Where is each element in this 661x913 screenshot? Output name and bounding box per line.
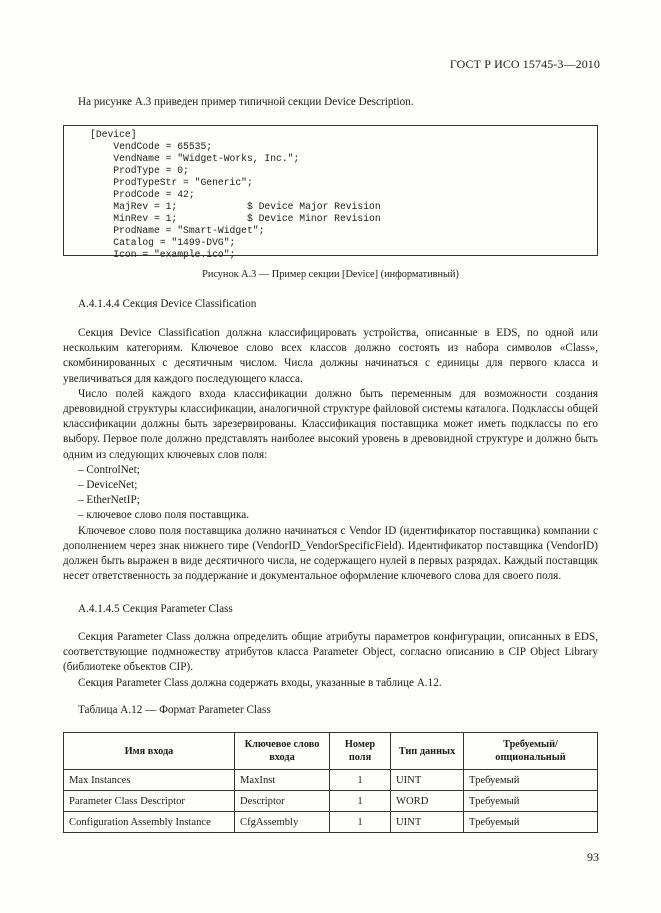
code-line: VendName = "Widget-Works, Inc.";: [90, 153, 300, 164]
code-listing: [63, 125, 598, 260]
page-number: 93: [587, 850, 599, 864]
table-cell: CfgAssembly: [235, 812, 330, 833]
table-cell: Требуемый: [464, 770, 598, 791]
code-line: ProdTypeStr = "Generic";: [90, 177, 253, 188]
code-line: ProdName = "Smart-Widget";: [90, 225, 265, 236]
table-row: [64, 770, 598, 791]
table-cell: 1: [330, 812, 391, 833]
list-item: – EtherNetIP;: [78, 494, 140, 507]
table-row: [64, 812, 598, 833]
section-body-device-classification: [63, 326, 598, 584]
code-line: MinRev = 1; $ Device Minor Revision: [90, 213, 381, 224]
paragraph: Число полей каждого входа классификации должно быть переменным для возможности создания древовидной структуры классификации, аналогичной структуре файловой системы каталога. Подклассы общей классификации должны быть зарезервированы. Классификация поставщика может иметь подклассы по его выбору. Первое поле должно представлять наиболее высокий уровень в древовидной структуре и должно быть одним из следующих ключевых слов поля:: [63, 387, 598, 461]
table-cell: MaxInst: [235, 770, 330, 791]
paragraph: Ключевое слово поля поставщика должно начинаться с Vendor ID (идентификатор поставщика) компании с дополнением через знак нижнего тире (VendorID_VendorSpecificField). Идентификатор поставщика (VendorID) должен быть выражен в виде десятичного числа, не содержащего нулей в первых разрядах. Каждый поставщик несет ответственность за поддержание и документальное оформление ключевого слова для своего поля.: [63, 524, 598, 583]
column-header: Требуемый/ опциональный: [464, 733, 598, 770]
table-cell: Требуемый: [464, 812, 598, 833]
table-cell: UINT: [391, 770, 464, 791]
table-cell: 1: [330, 791, 391, 812]
table-cell: Parameter Class Descriptor: [64, 791, 235, 812]
table-cell: UINT: [391, 812, 464, 833]
table-cell: 1: [330, 770, 391, 791]
table-cell: Требуемый: [464, 791, 598, 812]
paragraph: Секция Device Classification должна классифицировать устройства, описанные в EDS, по одной или нескольким категориям. Ключевое слово всех классов должно состоять из набора символов «Class», скомбинированных с десятичным числом. Числа должны начинаться с единицы для первого класса и увеличиваться для каждого последующего класса.: [63, 327, 598, 385]
column-header: Номер поля: [330, 733, 391, 770]
paragraph: Секция Parameter Class должна определить общие атрибуты параметров конфигурации, описанных в EDS, соответствующие подмножеству атрибутов класса Parameter Object, согласно описанию в CIP Object Library (библиотеке объектов CIP).: [63, 631, 598, 674]
figure-caption: Рисунок А.3 — Пример секции [Device] (информативный): [202, 269, 459, 280]
list-item: – DeviceNet;: [78, 479, 138, 492]
table-header-row: [64, 733, 598, 770]
code-line: Catalog = "1499-DVG";: [90, 237, 236, 248]
table-cell: Max Instances: [64, 770, 235, 791]
list-item: – ключевое слово поля поставщика.: [78, 509, 250, 522]
code-line: MajRev = 1; $ Device Major Revision: [90, 201, 381, 212]
section-title-device-classification: А.4.1.4.4 Секция Device Classification: [78, 298, 257, 310]
column-header: Ключевое слово входа: [235, 733, 330, 770]
document-header: ГОСТ Р ИСО 15745-3—2010: [449, 57, 600, 71]
table-cell: Descriptor: [235, 791, 330, 812]
list-item: – ControlNet;: [78, 463, 140, 476]
section-body-parameter-class: [63, 630, 598, 691]
table-row: [64, 791, 598, 812]
code-line: VendCode = 65535;: [90, 141, 213, 152]
paragraph: Секция Parameter Class должна содержать входы, указанные в таблице А.12.: [78, 676, 442, 689]
column-header: Тип данных: [391, 733, 464, 770]
code-line: ProdCode = 42;: [90, 189, 195, 200]
column-header: Имя входа: [64, 733, 235, 770]
section-title-parameter-class: А.4.1.4.5 Секция Parameter Class: [78, 603, 233, 615]
parameter-class-table: [63, 732, 598, 833]
code-line: Icon = "example.ico";: [90, 249, 236, 260]
table-cell: Configuration Assembly Instance: [64, 812, 235, 833]
intro-text: На рисунке А.3 приведен пример типичной секции Device Description.: [78, 96, 414, 108]
code-line: [Device]: [90, 129, 137, 140]
table-cell: WORD: [391, 791, 464, 812]
code-line: ProdType = 0;: [90, 165, 189, 176]
table-title: Таблица А.12 — Формат Parameter Class: [78, 704, 271, 716]
